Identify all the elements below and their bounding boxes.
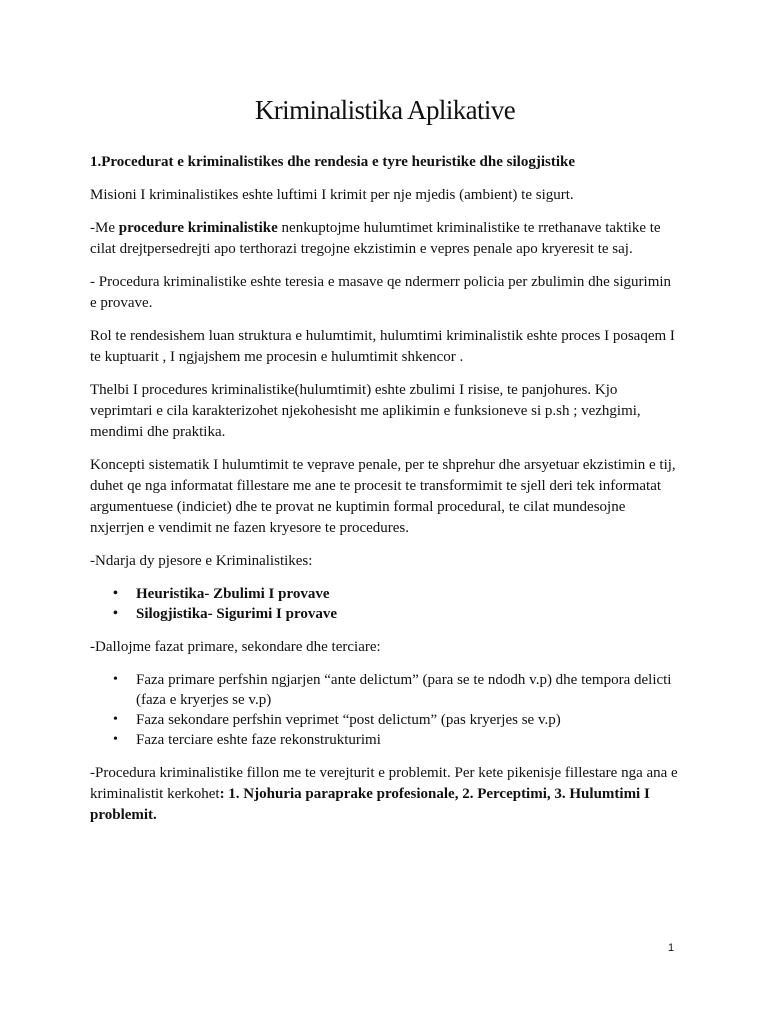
paragraph-procedure-start — [90, 763, 680, 826]
paragraph-phases-intro: -Dallojme fazat primare, sekondare dhe terciare: — [90, 639, 381, 655]
list-item — [113, 730, 680, 750]
paragraph-prefix: -Procedura kriminalistike fillon me te verejturit e problemit. Per kete pikenisje fillestare nga ana e kriminalistit kerkohet — [90, 765, 678, 802]
phases-list — [90, 670, 680, 750]
paragraph-division-intro: -Ndarja dy pjesore e Kriminalistikes: — [90, 553, 313, 569]
paragraph-prefix: -Me — [90, 220, 119, 236]
list-item — [113, 584, 680, 604]
bullet-icon: • — [113, 606, 118, 621]
bullet-icon: • — [113, 732, 118, 747]
list-item — [113, 710, 680, 730]
list-item — [113, 670, 680, 710]
paragraph-mission: Misioni I kriminalistikes eshte luftimi I krimit per nje mjedis (ambient) te sigurt. — [90, 187, 574, 203]
document-body — [90, 93, 680, 838]
list-item-text: Faza primare perfshin ngjarjen “ante delictum” (para se te ndodh v.p) dhe tempora delicti (faza e kryerjes se v.p) — [136, 672, 672, 708]
list-item-text: Heuristika- Zbulimi I provave — [136, 586, 330, 602]
paragraph-procedure-definition — [90, 218, 680, 260]
list-item — [113, 604, 680, 624]
paragraph-essence: Thelbi I procedures kriminalistike(hulumtimit) eshte zbulimi I risise, te panjohures. Kjo veprimtari e cila karakterizohet njekohesisht me aplikimin e funksioneve si p.sh ; vezhgimi, mendimi dhe praktika. — [90, 382, 641, 440]
paragraph-procedure-measures: - Procedura kriminalistike eshte teresia e masave qe ndermerr policia per zbulimin dhe sigurimin e provave. — [90, 274, 672, 311]
list-item-text: Silogjistika- Sigurimi I provave — [136, 606, 337, 622]
page-number: 1 — [668, 942, 675, 954]
paragraph-research-structure: Rol te rendesishem luan struktura e hulumtimit, hulumtimi kriminalistik eshte proces I posaqem I te kuptuarit , I ngjajshem me procesin e hulumtimit shkencor . — [90, 328, 675, 365]
bold-term: procedure kriminalistike — [118, 220, 278, 236]
paragraph-suffix: nenkuptojme hulumtimet kriminalistike te rrethanave taktike te cilat drejtpersedrejti apo terthorazi tregojne ekzistimin e vepres penale apo kryeresit te saj. — [90, 220, 661, 257]
paragraph-systematic-concept: Koncepti sistematik I hulumtimit te veprave penale, per te shprehur dhe arsyetuar ekzistimin e tij, duhet qe nga informatat fillestare me ane te procesit te transformimit te sjell deri tek informatat argumentuese (indiciet) dhe te provat ne kuptimin formal procedural, te cilat mundesojne nxjerrjen e vendimit ne fazen kryesore te procedures. — [90, 457, 676, 536]
bold-requirements: : 1. Njohuria paraprake profesionale, 2. Perceptimi, 3. Hulumtimi I problemit. — [90, 786, 650, 823]
bullet-icon: • — [113, 712, 118, 727]
list-item-text: Faza terciare eshte faze rekonstrukturimi — [136, 732, 381, 748]
bullet-icon: • — [113, 586, 118, 601]
division-list — [90, 584, 680, 624]
document-title: Kriminalistika Aplikative — [254, 95, 516, 125]
bullet-icon: • — [113, 672, 118, 687]
section-heading: 1.Procedurat e kriminalistikes dhe rendesia e tyre heuristike dhe silogjistike — [90, 154, 575, 170]
list-item-text: Faza sekondare perfshin veprimet “post delictum” (pas kryerjes se v.p) — [136, 712, 561, 728]
